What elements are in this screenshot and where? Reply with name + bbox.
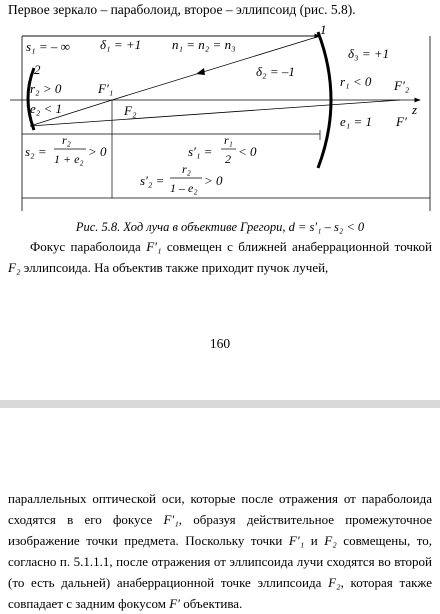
label-f2: F₂ — [124, 103, 137, 118]
formula-s2-num: r₂ — [62, 133, 71, 147]
text-run: , образуя действительное промежуточное изображение точки предмета. Поскольку точки — [8, 512, 432, 548]
formula-s2p-rel: > 0 — [204, 173, 223, 188]
symbol-f2: F₂ — [8, 260, 21, 275]
text-run: эллипсоида. На объектив также приходит пучок лучей, — [23, 260, 329, 275]
label-f-prime: F′ — [396, 114, 407, 129]
formula-s1p-rel: < 0 — [238, 144, 257, 159]
formula-s1p-lhs: s′₁ = — [188, 144, 213, 159]
label-f1-prime: F′₁ — [98, 81, 114, 96]
page-161 — [0, 408, 440, 614]
page-separator — [0, 400, 440, 408]
formula-s2p-num: r₂ — [182, 162, 191, 176]
label-z: z — [412, 102, 418, 117]
formula-s1p-den: 2 — [225, 152, 231, 166]
label-mirror-1: 1 — [320, 22, 327, 37]
section-heading: Первое зеркало – параболоид, второе – эллипсоид (рис. 5.8). — [8, 2, 356, 17]
symbol-f1-prime: F′₁ — [163, 512, 179, 527]
symbol-f2: F₂ — [324, 533, 337, 548]
symbol-f1-prime: F′₁ — [288, 533, 305, 548]
paragraph-focus — [8, 236, 432, 278]
label-mirror-2: 2 — [34, 62, 41, 77]
text-run: , которая также совпадает с задним фокусом — [8, 575, 433, 611]
label-r1: r₁ < 0 — [340, 74, 372, 89]
label-d3: δ₃ = +1 — [348, 46, 390, 61]
text-run: совмещен с ближней анаберрационной точкой — [166, 239, 433, 254]
mirror-2-ellipsoid — [28, 68, 34, 130]
label-f2-prime: F′₂ — [394, 78, 410, 93]
label-n: n₁ = n₂ = n₃ — [172, 37, 236, 52]
symbol-f2: F₂ — [328, 575, 341, 590]
formula-s2-lhs: s₂ = — [25, 144, 47, 159]
formula-s2p-den: 1 – e₂ — [170, 181, 198, 195]
symbol-f-prime: F′ — [169, 596, 181, 611]
formula-s2p-lhs: s′₂ = — [140, 173, 165, 188]
label-r2: r₂ > 0 — [30, 81, 62, 96]
text-run: Фокус параболоида — [30, 239, 141, 254]
text-run: объектива. — [183, 596, 243, 611]
formula-s2-rel: > 0 — [88, 144, 107, 159]
label-d1: δ₁ = +1 — [100, 37, 142, 52]
page-number: 160 — [209, 336, 231, 351]
symbol-f1-prime: F′₁ — [146, 239, 162, 254]
label-e1: e₁ = 1 — [340, 114, 373, 129]
formula-s1p-num: r₁ — [224, 133, 233, 147]
figure-caption: Рис. 5.8. Ход луча в объективе Грегори, d = s′₁ – s₂ < 0 — [75, 220, 365, 234]
text-run: совмещены, то, согласно п. 5.1.1.1, после отражения от эллипсоида лучи сходятся во второй (то есть дальней) анаберрационной точке эллипсоида — [8, 533, 433, 590]
label-e2: e₂ < 1 — [30, 101, 63, 116]
label-d2: δ₂ = –1 — [256, 64, 295, 79]
ray-arrow — [196, 68, 205, 75]
label-s1: s₁ = – ∞ — [26, 39, 70, 54]
formula-s2-den: 1 + e₂ — [54, 152, 84, 166]
text-run: и — [310, 533, 318, 548]
gregory-ray-diagram — [0, 18, 440, 218]
text-run: параллельных оптической оси, которые после отражения от параболоида сходятся в его фокусе — [8, 491, 432, 527]
paragraph-continuation — [8, 488, 432, 614]
